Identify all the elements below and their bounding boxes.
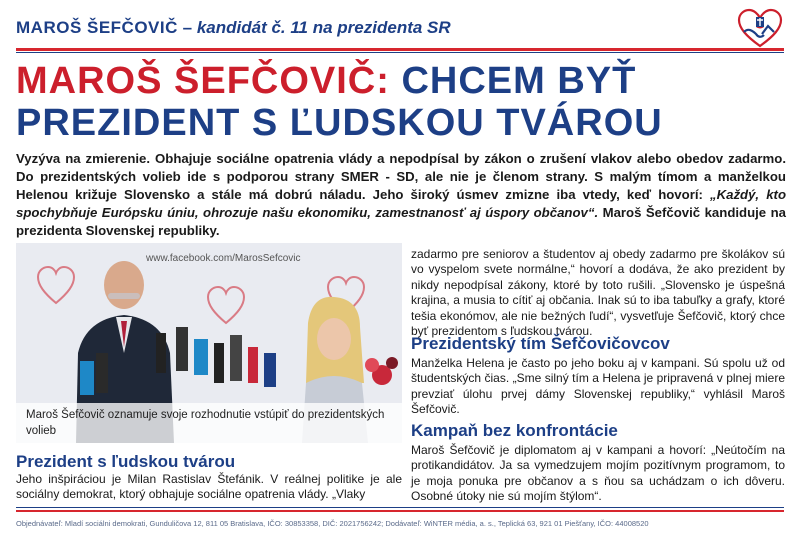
- header-candidate-name: MAROŠ ŠEFČOVIČ: [16, 18, 178, 37]
- lead-text: Vyzýva na zmierenie. Obhajuje sociálne opatrenia vlády a nepodpísal by zákon o zrušení vlakov alebo obedov zadarmo. Do prezidentských volieb ide s podporou strany SMER - SD, ale nie je členom strany. S malým tímom a manželkou Helenou križuje Slovensko a stále má dobrú náladu. Jeho široký úsmev zmizne iba vtedy, keď hovorí:: [16, 151, 786, 202]
- headline-blue-part-2: PREZIDENT S ĽUDSKOU TVÁROU: [16, 102, 663, 144]
- header-dash: –: [182, 18, 193, 37]
- footer-rule-red: [16, 510, 784, 512]
- photo-caption: Maroš Šefčovič oznamuje svoje rozhodnutie vstúpiť do prezidentských volieb: [16, 403, 402, 443]
- photo-backdrop-url: www.facebook.com/MarosSefcovic: [146, 253, 301, 264]
- campaign-heart-logo-icon: [736, 8, 784, 50]
- press-conference-photo: [16, 243, 402, 443]
- footer-imprint: Objednávateľ: Mladí sociálni demokrati, Gunduličova 12, 811 05 Bratislava, IČO: 30853358, DIČ: 2021756242; Dodávateľ: WiNTER média, a. s., Teplická 63, 921 01 Piešťany, IČO: 44008520: [16, 519, 649, 528]
- header-rule-blue: [16, 52, 784, 53]
- lead-tail: Maroš Šefčovič kandiduje na prezidenta Slovenskej republiky.: [16, 205, 786, 238]
- section-heading-campaign: Kampaň bez konfrontácie: [411, 421, 618, 440]
- section-text-continued: zadarmo pre seniorov a študentov aj obedy zadarmo pre školákov sú vo vyspelom svete normálne,“ hovorí a dodáva, že ako prezident by nikdy nepodpísal zákony, ktoré by toto rušili. „Slovensko je úspešná krajina, a musia to cítiť aj občania. Inak sú to iba tabuľky a grafy, ktoré tešia ekonómov, ale nie bežných ľudí“, vysvetľuje Šefčovič, ktorý chce byť prezidentom s ľudskou tvárou.: [411, 247, 785, 339]
- lead-paragraph: [16, 150, 786, 240]
- headline-red-part: MAROŠ ŠEFČOVIČ:: [16, 60, 390, 102]
- headline-blue-part-1: CHCEM BYŤ: [401, 60, 637, 102]
- lead-quote: „Každý, kto spochybňuje Európsku úniu, ohrozuje našu ekonomiku, zamestnanosť aj úspory občanov“.: [16, 187, 786, 220]
- page-headline: [16, 60, 786, 144]
- header-rule-red: [16, 48, 784, 51]
- header-bar: [16, 18, 451, 38]
- section-text-human-face: Jeho inšpiráciou je Milan Rastislav Štefánik. V reálnej politike je ale sociálny demokrat, ktorý obhajuje sociálne opatrenia vlády. „Vlaky: [16, 472, 402, 502]
- header-subtitle: kandidát č. 11 na prezidenta SR: [196, 18, 451, 37]
- section-heading-team: Prezidentský tím Šefčovičovcov: [411, 334, 670, 353]
- section-heading-human-face: Prezident s ľudskou tvárou: [16, 452, 236, 471]
- section-text-campaign: Maroš Šefčovič je diplomatom aj v kampani a hovorí: „Neútočím na protikandidátov. Ja sa vymedzujem mojím pozitívnym programom, to je moja ponuka pre občanov a s ňou sa uchádzam o ich dôveru. Osobné útoky nie sú mojím štýlom“.: [411, 443, 785, 504]
- section-text-team: Manželka Helena je často po jeho boku aj v kampani. Sú spolu už od študentských čias. „Sme silný tím a Helena je pripravená v plnej miere prevziať úlohu prvej dámy Slovenskej republiky,“ vyhlásil Maroš Šefčovič.: [411, 356, 785, 417]
- footer-rule-blue: [16, 507, 784, 508]
